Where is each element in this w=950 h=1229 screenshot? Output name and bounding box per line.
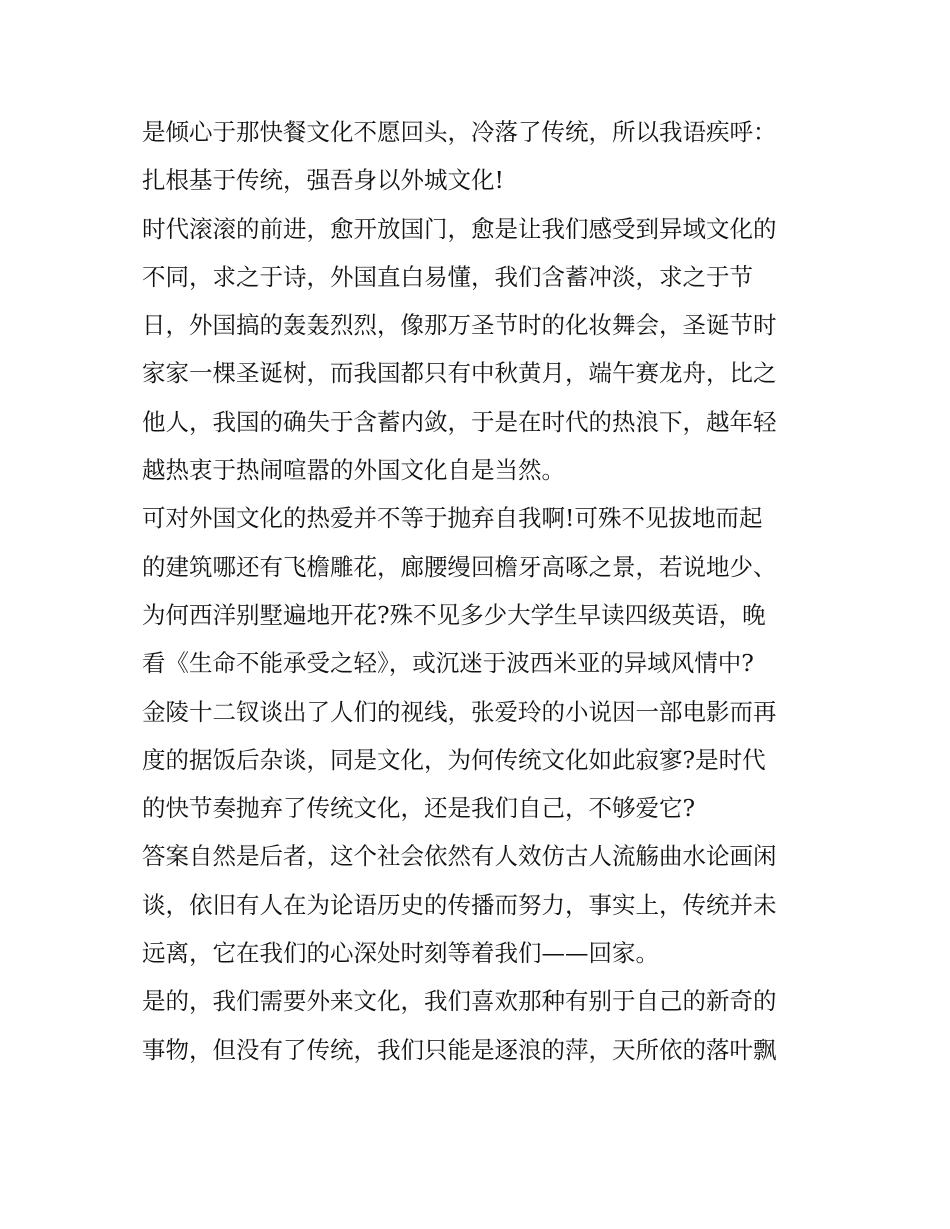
text-line: 看《生命不能承受之轻》，或沉迷于波西米亚的异域风情中? [142, 649, 754, 678]
text-line: 事物，但没有了传统，我们只能是逐浪的萍，天所依的落叶飘 [142, 1035, 777, 1064]
text-line: 答案自然是后者，这个社会依然有人效仿古人流觞曲水论画闲 [142, 842, 777, 871]
text-line: 金陵十二钗谈出了人们的视线，张爱玲的小说因一部电影而再 [142, 697, 777, 726]
text-line: 可对外国文化的热爱并不等于抛弃自我啊!可殊不见拔地而起 [142, 504, 763, 533]
text-line: 的快节奏抛弃了传统文化，还是我们自己，不够爱它? [142, 794, 696, 823]
text-line: 他人，我国的确失于含蓄内敛，于是在时代的热浪下，越年轻 [142, 407, 777, 436]
text-line: 是的，我们需要外来文化，我们喜欢那种有别于自己的新奇的 [142, 987, 777, 1016]
text-line: 日，外国搞的轰轰烈烈，像那万圣节时的化妆舞会，圣诞节时 [142, 311, 777, 340]
text-line: 为何西洋别墅遍地开花?殊不见多少大学生早读四级英语，晚 [142, 600, 766, 629]
essay-text [142, 108, 817, 1074]
text-line: 是倾心于那快餐文化不愿回头，冷落了传统，所以我语疾呼： [142, 118, 777, 146]
text-line: 扎根基于传统，强吾身以外城文化! [142, 166, 504, 195]
text-line: 越热衷于热闹喧嚣的外国文化自是当然。 [142, 456, 565, 485]
text-line: 家家一棵圣诞树，而我国都只有中秋黄月，端午赛龙舟，比之 [142, 359, 777, 388]
text-line: 不同，求之于诗，外国直白易懂，我们含蓄冲淡，求之于节 [142, 262, 753, 291]
text-line: 度的据饭后杂谈，同是文化，为何传统文化如此寂寥?是时代 [142, 745, 766, 774]
text-line: 的建筑哪还有飞檐雕花，廊腰缦回檐牙高啄之景，若说地少、 [142, 552, 777, 581]
text-line: 时代滚滚的前进，愈开放国门，愈是让我们感受到异域文化的 [142, 214, 777, 243]
text-line: 远离，它在我们的心深处时刻等着我们——回家。 [142, 939, 659, 968]
text-line: 谈，依旧有人在为论语历史的传播而努力，事实上，传统并未 [142, 890, 777, 919]
